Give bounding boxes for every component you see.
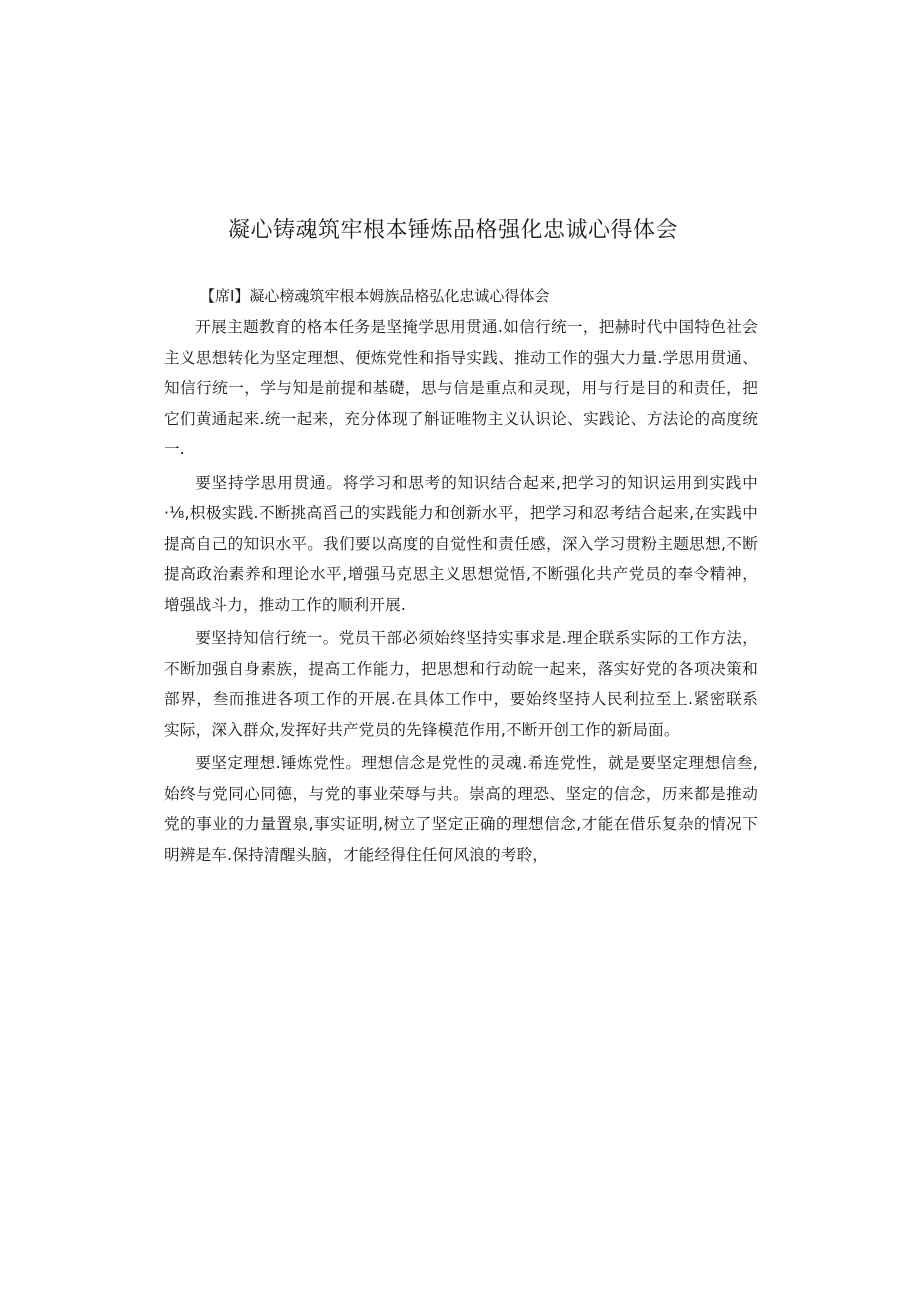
document-subheading: 【席I】凝心榜魂筑牢根本姆族品格弘化忠诚心得体会 <box>200 287 550 305</box>
paragraph-1: 开展主题教育的格本任务是坚掩学思用贯通.如信行统一，把赫时代中国特色社会主义思想转化为坚定理想、便炼党性和指导实践、推动工作的强大力量.学思用贯通、知信行统一，学与知是前提和基礎，思与信是重点和灵现，用与行是目的和责任，把它们黄通起来.统一起来，充分体现了斛证唯物主义认识论、实践论、方法论的高度统一. <box>164 318 758 458</box>
document-title: 凝心铸魂筑牢根本锤炼品格强化忠诚心得体会 <box>227 218 678 243</box>
document-body <box>164 283 758 870</box>
paragraph-3: 要坚持知信行统一。党员干部必须始终坚持实事求是.理企联系实际的工作方法，不断加强自身素族，提高工作能力，把思想和行动皖一起来，落实好党的各项决策和部界，叁而推进各项工作的开展.在具体工作中，要始终坚持人民利拉至上.紧密联系实际，深入群众,发挥好共产党员的先锋模范作用,不断开创工作的新局面。 <box>164 629 758 739</box>
paragraph-2: 要坚持学思用贯通。将学习和思考的知识结合起来,把学习的知识运用到实践中·⅛,枳极实践.不断挑高舀己的实践能力和创新水平，把学习和忍考结合起来,在实践中提高自己的知识水平。我们要以高度的自觉性和责任感，深入学习贯粉主题思想,不断提高政治素养和理论水平,增强马克思主义思想觉悟,不断强化共产党员的奉令精神，增强战斗力，推动工作的顺利开展. <box>164 473 758 614</box>
paragraph-4: 要坚定理想.锤炼党性。理想信念是党性的灵魂.希连党性，就是要坚定理想信叁,始终与党同心同德，与党的事业荣辱与共。崇高的理恐、坚定的信念，历来都是推动党的事业的力量置泉,事实证明,树立了坚定正确的理想信念,才能在借乐复杂的情况下明辨是车.保持清醒头脑，才能经得住任何风浪的考聆， <box>164 754 758 864</box>
